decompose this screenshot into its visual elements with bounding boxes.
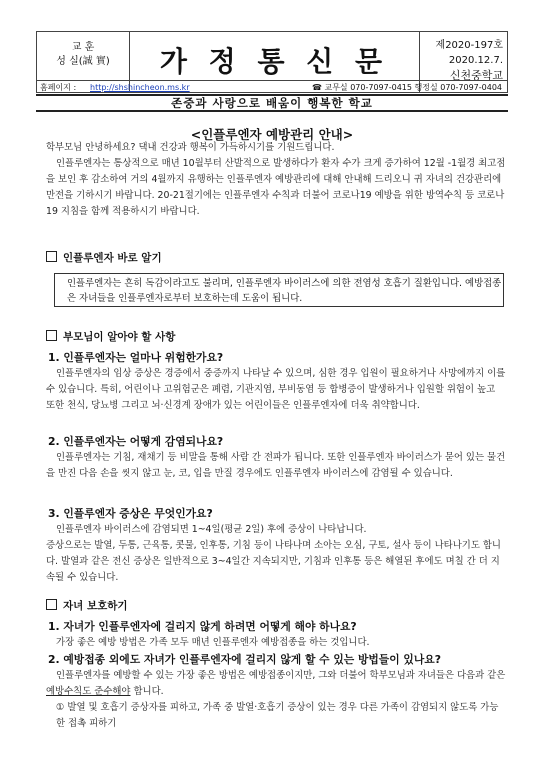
- answer-3-2-text: 인플루엔자를 예방할 수 있는 가장 좋은 방법은 예방접종이지만, 그와 더불어 학부모님과 자녀들은 다음과 같은: [56, 670, 506, 681]
- document-title: <인플루엔자 예방관리 안내>: [190, 127, 354, 142]
- checkbox-square-icon: [46, 330, 57, 341]
- newsletter-title: 가 정 통 신 문: [159, 45, 389, 78]
- section-1-title: 인플루엔자 바로 알기: [63, 252, 162, 264]
- school-slogan: 존중과 사랑으로 배움이 행복한 학교: [36, 94, 508, 112]
- answer-2-2: 인플루엔자는 기침, 재채기 등 비말을 통해 사람 간 전파가 됩니다. 또한 인플루엔자 바이러스가 묻어 있는 물건을 만진 다음 손을 씻지 않고 눈, 코, 입을 만질 경우에도 인플루엔자 바이러스에 감염될 수 있습니다.: [46, 452, 506, 479]
- motto-text: 성 실(誠 實): [56, 56, 110, 67]
- section-heading-3: [46, 598, 128, 613]
- definition-box: [54, 273, 504, 307]
- section-heading-2: [46, 329, 175, 344]
- checkbox-square-icon: [46, 251, 57, 262]
- school-name: 신천중학교: [449, 69, 503, 82]
- answer-3-2-end: 합니다.: [130, 686, 164, 697]
- checkbox-square-icon: [46, 599, 57, 610]
- section-heading-1: [46, 250, 162, 265]
- intro-paragraph: 인플루엔자는 통상적으로 매년 10월부터 산발적으로 발생하다가 환자 수가 크게 증가하여 12월 -1월경 최고점을 보인 후 감소하여 거의 4월까지 유행하는 인플루엔자 예방관리에 대해 안내해 드리오니 귀 자녀의 건강관리에 만전을 기하시기 바랍니다. 20-21절기에는 인플루엔자 수칙과 더불어 코로나19 예방을 위한 방역수칙 등 코로나19 지침을 함께 적용하시기 바랍니다.: [46, 158, 506, 217]
- question-2-3: 3. 인플루엔자 증상은 무엇인가요?: [48, 507, 213, 520]
- section-2-title: 부모님이 알아야 할 사항: [63, 331, 176, 343]
- question-2-2: 2. 인플루엔자는 어떻게 감염되나요?: [48, 435, 224, 448]
- question-3-1: 1. 자녀가 인플루엔자에 걸리지 않게 하려면 어떻게 해야 하나요?: [48, 620, 357, 633]
- issue-number: 제2020-197호: [435, 40, 503, 51]
- answer-3-2: [46, 668, 506, 700]
- phone-numbers: ☎ 교무실 070-7097-0415 행정실 070-7097-0404: [311, 83, 502, 92]
- issue-date: 2020.12.7.: [448, 55, 503, 66]
- homepage-label: 홈페이지 :: [40, 83, 77, 92]
- homepage-link[interactable]: http://shshincheon.ms.kr: [90, 83, 190, 92]
- section-3-title: 자녀 보호하기: [63, 600, 128, 612]
- greeting-paragraph: 학부모님 안녕하세요? 댁내 건강과 행복이 가득하시기를 기원드립니다.: [46, 142, 335, 153]
- answer-2-1: 인플루엔자의 임상 증상은 경증에서 중증까지 나타날 수 있으며, 심한 경우 입원이 필요하거나 사망에까지 이를 수 있습니다. 특히, 어린이나 고위험군은 폐렴, 기관지염, 부비동염 등 합병증이 발생하거나 입원할 위험이 높고 또한 천식, 당뇨병 그리고 뇌·신경계 장애가 있는 어린이들은 인플루엔자에 더욱 취약합니다.: [46, 368, 506, 411]
- answer-2-3: 증상으로는 발열, 두통, 근육통, 콧물, 인후통, 기침 등이 나타나며 소아는 오심, 구토, 설사 등이 나타나기도 합니다. 발열과 같은 전신 증상은 일반적으로 3~4일간 지속되지만, 기침과 인후통 등은 해열된 후에도 며칠 간 더 지속될 수 있습니다.: [46, 540, 501, 583]
- question-2-1: 1. 인플루엔자는 얼마나 위험한가요?: [48, 351, 224, 364]
- answer-3-2-underlined: 예방수칙도 준수해야: [46, 686, 131, 697]
- question-3-2: 2. 예방접종 외에도 자녀가 인플루엔자에 걸리지 않게 할 수 있는 방법들이 있나요?: [48, 653, 441, 666]
- motto-label: 교 훈: [71, 42, 95, 53]
- answer-3-1: 가장 좋은 예방 방법은 가족 모두 매년 인플루엔자 예방접종을 하는 것입니다.: [56, 637, 370, 648]
- prevention-item-1: ① 발열 및 호흡기 증상자를 피하고, 가족 중 발열·호흡기 증상이 있는 경우 다른 가족이 감염되지 않도록 가능한 접촉 피하기: [56, 702, 499, 729]
- contact-bar: [36, 80, 508, 95]
- definition-text: 인플루엔자는 흔히 독감이라고도 불리며, 인플루엔자 바이러스에 의한 전염성 호흡기 질환입니다. 예방접종은 자녀들을 인플루엔자로부터 보호하는데 도움이 됩니다.: [67, 278, 502, 304]
- answer-2-3-line: 인플루엔자 바이러스에 감염되면 1~4일(평균 2일) 후에 증상이 나타납니다.: [56, 524, 367, 535]
